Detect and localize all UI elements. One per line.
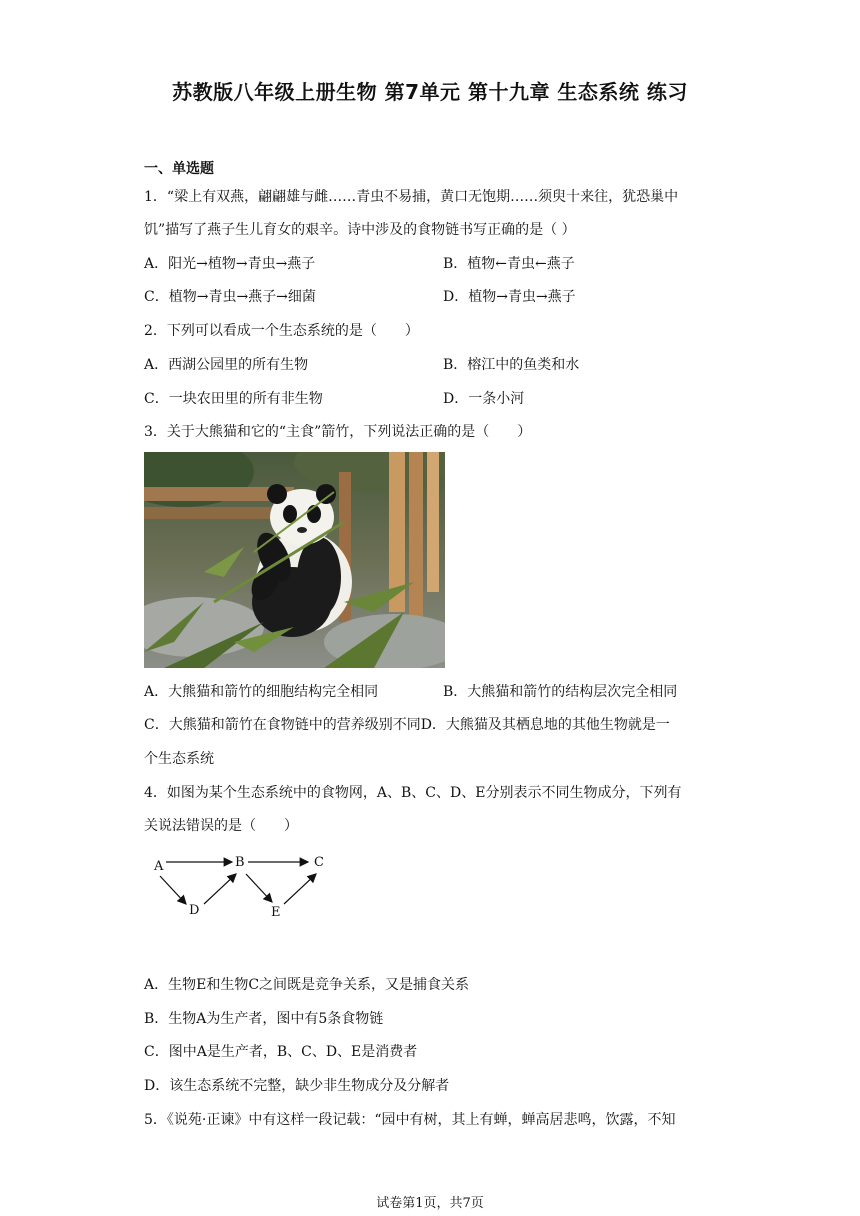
q4-option-b: B．生物A为生产者，图中有5条食物链 [144,1011,384,1027]
q2-option-a: A．西湖公园里的所有生物 [144,357,309,373]
q1-option-a: A．阳光→植物→青虫→燕子 [144,256,316,272]
node-a: A [154,859,164,874]
node-d: D [189,903,200,918]
q1-option-d: D．植物→青虫→燕子 [443,289,576,305]
arrow-d-to-b [204,874,236,904]
q2-option-b: B．榕江中的鱼类和水 [443,357,580,373]
q3-option-cd-line: C．大熊猫和箭竹在食物链中的营养级别不同D．大熊猫及其栖息地的其他生物就是一 [144,717,670,733]
page-title: 苏教版八年级上册生物 第7单元 第十九章 生态系统 练习 [172,80,688,104]
q3-option-a: A．大熊猫和箭竹的细胞结构完全相同 [144,684,379,700]
q2-stem: 2．下列可以看成一个生态系统的是（ ） [144,323,419,339]
q1-stem-line1: 1．“梁上有双燕，翩翩雄与雌……青虫不易捕，黄口无饱期……须臾十来往，犹恐巢中 [144,189,679,205]
node-c: C [314,855,324,870]
q4-stem-line2: 关说法错误的是（ ） [144,818,298,834]
q4-option-a: A．生物E和生物C之间既是竞争关系，又是捕食关系 [144,977,470,993]
q1-option-c: C．植物→青虫→燕子→细菌 [144,289,316,305]
section-heading: 一、单选题 [144,161,214,177]
q3-option-d-continued: 个生态系统 [144,751,214,767]
q3-option-b: B．大熊猫和箭竹的结构层次完全相同 [443,684,678,700]
q1-option-b: B．植物←青虫←燕子 [443,256,575,272]
panda-photo [144,452,445,668]
q4-option-c: C．图中A是生产者，B、C、D、E是消费者 [144,1044,418,1060]
q5-stem-line1: 5．《说苑·正谏》中有这样一段记载：“园中有树，其上有蝉，蝉高居悲鸣，饮露，不知 [144,1112,676,1128]
q4-option-d: D．该生态系统不完整，缺少非生物成分及分解者 [144,1078,450,1094]
q2-option-c: C．一块农田里的所有非生物 [144,391,323,407]
arrow-a-to-d [160,876,186,904]
arrow-b-to-e [246,874,272,902]
node-e: E [271,905,281,920]
page-footer: 试卷第1页，共7页 [376,1196,484,1211]
q1-stem-line2: 饥”描写了燕子生儿育女的艰辛。诗中涉及的食物链书写正确的是（ ） [144,222,576,238]
food-web-diagram [144,846,344,926]
q3-stem: 3．关于大熊猫和它的“主食”箭竹，下列说法正确的是（ ） [144,424,532,440]
node-b: B [235,855,245,870]
q2-option-d: D．一条小河 [443,391,525,407]
arrow-e-to-c [284,874,316,904]
q4-stem-line1: 4．如图为某个生态系统中的食物网，A、B、C、D、E分别表示不同生物成分，下列有 [144,785,682,801]
